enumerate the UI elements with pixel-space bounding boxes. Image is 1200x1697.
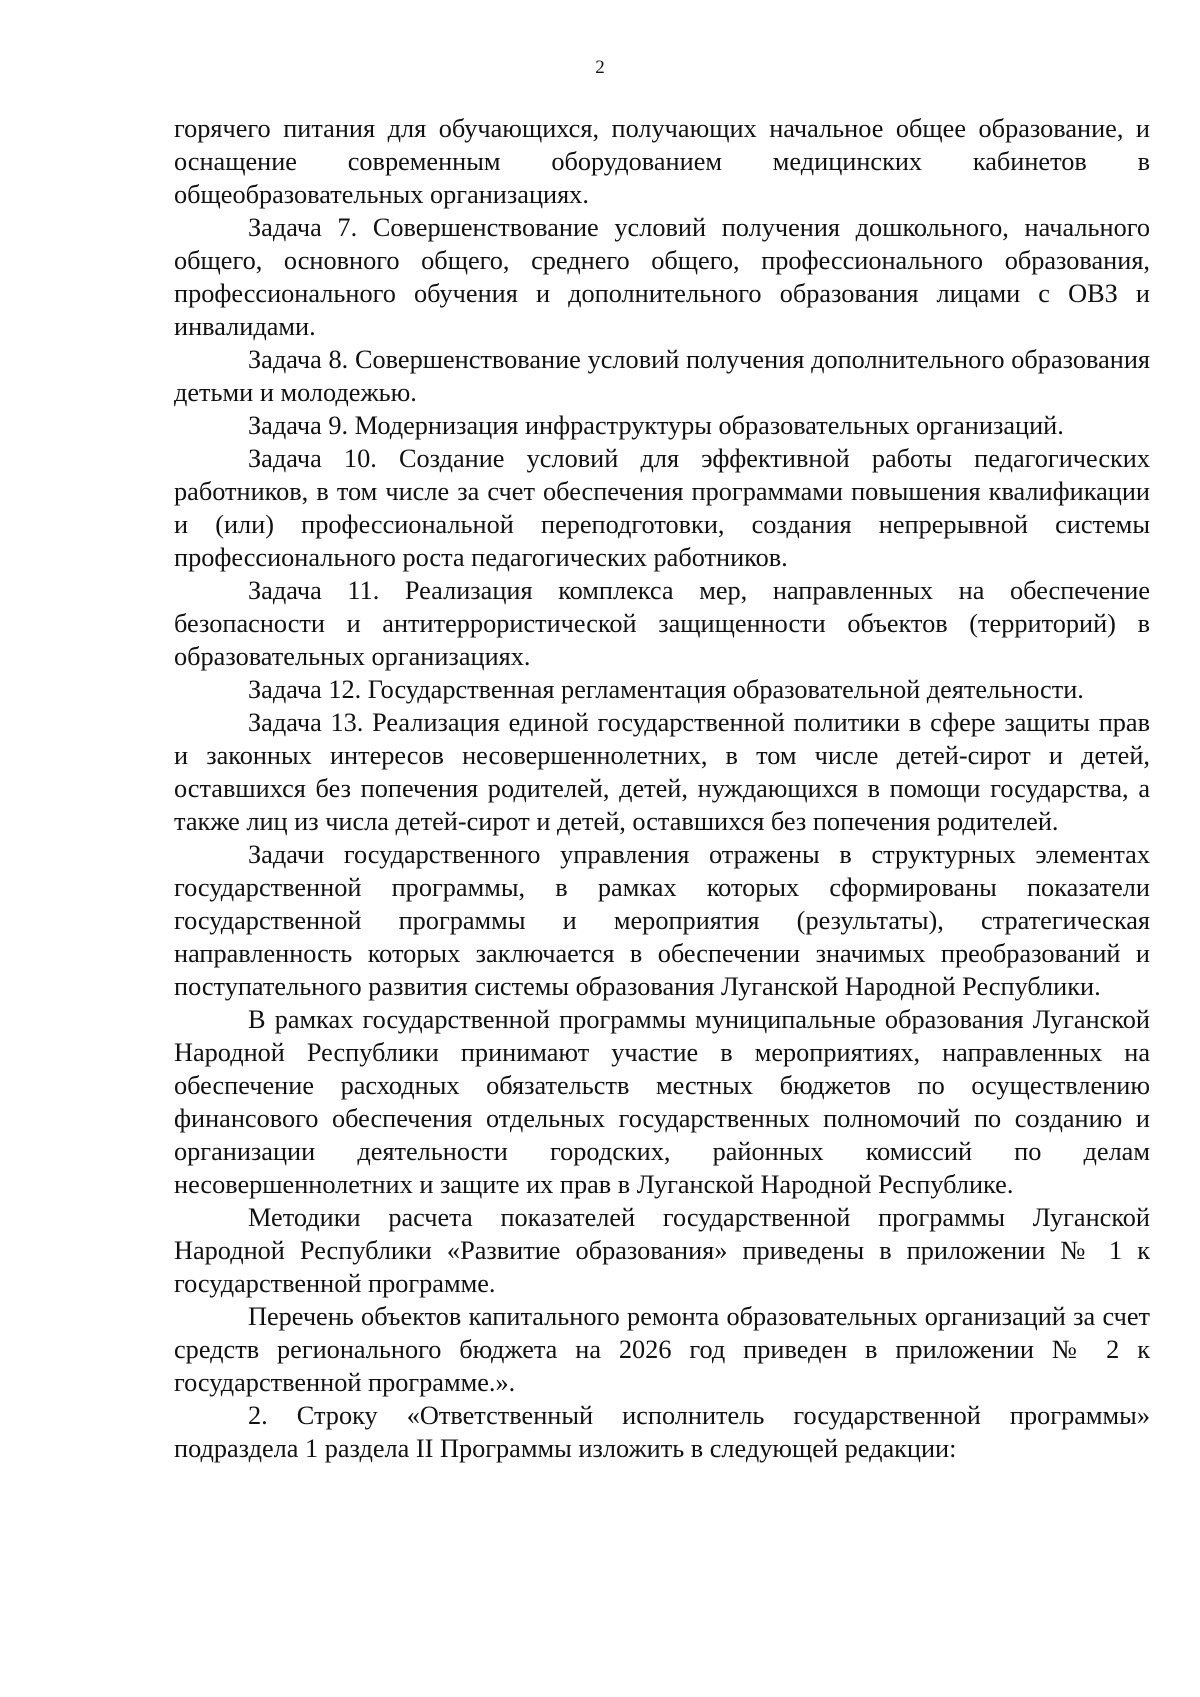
paragraph: Задача 9. Модернизация инфраструктуры образовательных организаций. [248,411,1064,440]
paragraph: В рамках государственной программы муниципальные образования Луганской Народной Республики принимают участие в мероприятиях, направленных на обеспечение расходных обязательств местных бюджетов по осуществлению финансового обеспечения отдельных государственных полномочий по созданию и организации деятельности городских, районных комиссий по делам несовершеннолетних и защите их прав в Луганской Народной Республике. [174,1005,1150,1199]
paragraph: Перечень объектов капитального ремонта образовательных организаций за счет средств регионального бюджета на 2026 год приведен в приложении № 2 к государственной программе.». [174,1302,1150,1397]
page-number: 2 [595,57,605,78]
paragraph: Задача 11. Реализация комплекса мер, направленных на обеспечение безопасности и антитеррористической защищенности объектов (территорий) в образовательных организациях. [174,576,1150,671]
document-body [174,112,1150,1465]
paragraph: Задачи государственного управления отражены в структурных элементах государственной программы, в рамках которых сформированы показатели государственной программы и мероприятия (результаты), стратегическая направленность которых заключается в обеспечении значимых преобразований и поступательного развития системы образования Луганской Народной Республики. [174,840,1150,1001]
paragraph: Задача 8. Совершенствование условий получения дополнительного образования детьми и молодежью. [174,345,1150,407]
paragraph: 2. Строку «Ответственный исполнитель государственной программы» подраздела 1 раздела II Программы изложить в следующей редакции: [174,1401,1150,1463]
paragraph: Методики расчета показателей государственной программы Луганской Народной Республики «Развитие образования» приведены в приложении № 1 к государственной программе. [174,1203,1150,1298]
paragraph: Задача 7. Совершенствование условий получения дошкольного, начального общего, основного общего, среднего общего, профессионального образования, профессионального обучения и дополнительного образования лицами с ОВЗ и инвалидами. [174,213,1150,341]
paragraph: горячего питания для обучающихся, получающих начальное общее образование, и оснащение современным оборудованием медицинских кабинетов в общеобразовательных организациях. [174,114,1150,209]
paragraph: Задача 13. Реализация единой государственной политики в сфере защиты прав и законных интересов несовершеннолетних, в том числе детей-сирот и детей, оставшихся без попечения родителей, детей, нуждающихся в помощи государства, а также лиц из числа детей-сирот и детей, оставшихся без попечения родителей. [174,708,1150,836]
paragraph: Задача 12. Государственная регламентация образовательной деятельности. [248,675,1084,704]
paragraph: Задача 10. Создание условий для эффективной работы педагогических работников, в том числе за счет обеспечения программами повышения квалификации и (или) профессиональной переподготовки, создания непрерывной системы профессионального роста педагогических работников. [174,444,1150,572]
